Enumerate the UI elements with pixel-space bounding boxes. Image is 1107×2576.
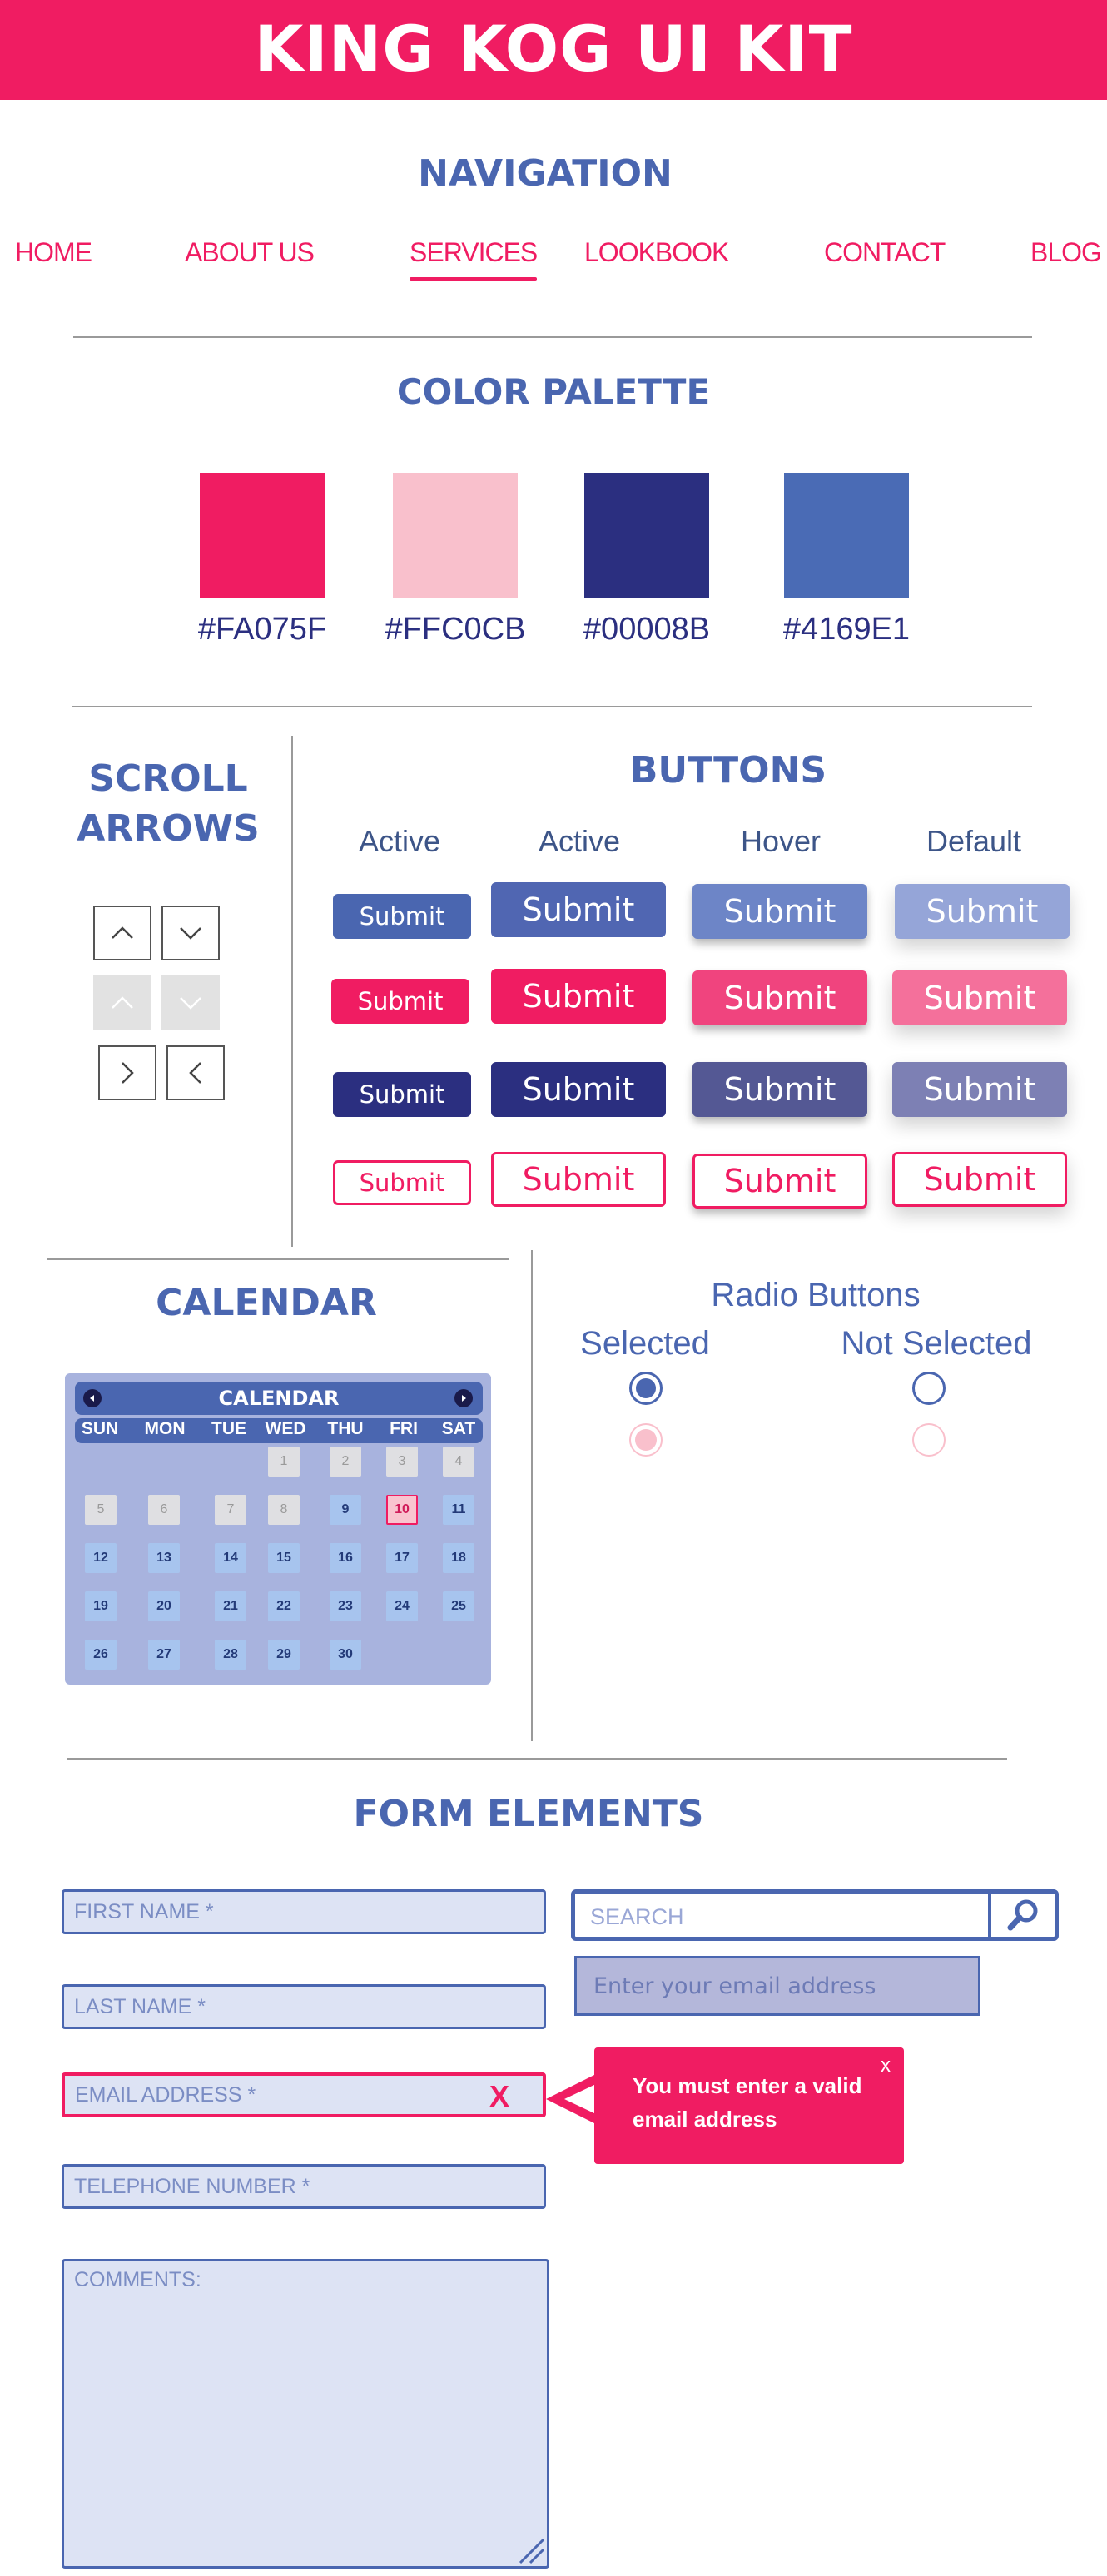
search-icon — [1004, 1896, 1042, 1934]
calendar-day[interactable]: 22 — [268, 1591, 300, 1621]
submit-button-outline-default[interactable]: Submit — [892, 1152, 1067, 1207]
nav-blog[interactable] — [1030, 237, 1101, 268]
tooltip-pointer-icon — [544, 2067, 596, 2131]
calendar-day: 1 — [268, 1447, 300, 1477]
scroll-arrows-heading-line2: ARROWS — [77, 807, 260, 850]
calendar-day: 6 — [148, 1495, 180, 1525]
nav-lookbook[interactable] — [584, 237, 728, 268]
nav-blog-label: BLOG — [1030, 237, 1101, 267]
buttons-heading: BUTTONS — [629, 749, 827, 792]
column-head-default: Default — [926, 824, 1022, 858]
submit-button-outline-hover[interactable]: Submit — [692, 1154, 867, 1209]
calendar-heading: CALENDAR — [156, 1282, 377, 1324]
submit-button-default[interactable]: Submit — [892, 970, 1067, 1025]
swatch-pink — [200, 473, 325, 598]
scroll-right-arrow[interactable] — [98, 1045, 156, 1100]
scroll-down-arrow[interactable] — [161, 906, 220, 960]
radio-unselected-pink[interactable] — [912, 1423, 946, 1457]
triangle-left-icon — [88, 1394, 97, 1402]
calendar-day[interactable]: 24 — [386, 1591, 418, 1621]
calendar-day[interactable]: 26 — [85, 1640, 117, 1670]
submit-button-outline[interactable]: Submit — [491, 1152, 666, 1207]
calendar-day[interactable]: 19 — [85, 1591, 117, 1621]
radio-selected-blue[interactable] — [629, 1372, 663, 1405]
last-name-field[interactable] — [62, 1984, 546, 2029]
submit-button[interactable]: Submit — [491, 1062, 666, 1117]
vertical-divider — [531, 1250, 533, 1741]
divider — [73, 336, 1032, 338]
chevron-left-icon — [179, 1056, 212, 1089]
telephone-field[interactable] — [62, 2164, 546, 2209]
nav-home[interactable] — [15, 237, 92, 268]
submit-button-default[interactable]: Submit — [892, 1062, 1067, 1117]
navigation-heading: NAVIGATION — [418, 152, 673, 195]
resize-handle-icon[interactable] — [515, 2534, 545, 2564]
search-box — [571, 1889, 1059, 1941]
calendar-day[interactable]: 13 — [148, 1543, 180, 1573]
tooltip-close-icon[interactable]: x — [881, 2054, 891, 2077]
comments-textarea[interactable] — [62, 2259, 549, 2569]
first-name-field[interactable] — [62, 1889, 546, 1934]
weekday-label: THU — [327, 1419, 364, 1438]
color-palette-heading: COLOR PALETTE — [396, 371, 711, 412]
email-error-tooltip — [594, 2047, 904, 2164]
column-head-hover: Hover — [740, 824, 822, 858]
column-head-active: Active — [538, 824, 621, 858]
nav-home-label: HOME — [15, 237, 92, 267]
submit-button-hover[interactable]: Submit — [692, 970, 867, 1025]
form-elements-heading: FORM ELEMENTS — [353, 1793, 704, 1835]
weekday-label: MON — [144, 1419, 186, 1438]
hex-label-royal-blue: #4169E1 — [782, 612, 911, 647]
divider — [67, 1758, 1007, 1760]
hex-label-pink: #FA075F — [197, 612, 327, 647]
calendar-day[interactable]: 15 — [268, 1543, 300, 1573]
comments-placeholder: COMMENTS: — [74, 2268, 201, 2291]
submit-button-hover[interactable]: Submit — [692, 884, 867, 939]
header-bar — [0, 0, 1107, 100]
chevron-up-icon — [106, 986, 139, 1020]
chevron-down-icon — [174, 986, 207, 1020]
calendar-day[interactable]: 28 — [215, 1640, 246, 1670]
calendar-day[interactable]: 16 — [330, 1543, 361, 1573]
error-message-line2: email address — [633, 2107, 777, 2132]
calendar-next-button[interactable] — [454, 1389, 473, 1407]
divider — [72, 706, 1032, 707]
radio-buttons-heading: Radio Buttons — [711, 1277, 921, 1313]
radio-dot — [635, 1429, 657, 1451]
weekday-label: SAT — [441, 1419, 476, 1438]
weekday-label: FRI — [390, 1419, 418, 1438]
error-x-icon: X — [489, 2079, 510, 2113]
email-signup-input[interactable]: Enter your email address — [574, 1956, 980, 2016]
calendar-day: 5 — [85, 1495, 117, 1525]
radio-dot — [636, 1378, 656, 1398]
calendar-prev-button[interactable] — [83, 1389, 102, 1407]
weekday-label: SUN — [81, 1419, 119, 1438]
swatch-royal-blue — [784, 473, 909, 598]
swatch-light-pink — [393, 473, 518, 598]
chevron-down-icon — [174, 916, 207, 950]
submit-button-default[interactable]: Submit — [895, 884, 1070, 939]
nav-about-us-label: ABOUT US — [185, 237, 314, 267]
nav-about-us[interactable] — [185, 237, 314, 268]
submit-button[interactable]: Submit — [331, 979, 469, 1024]
scroll-arrows-heading-line1: SCROLL — [88, 757, 248, 800]
calendar-day[interactable]: 18 — [443, 1543, 474, 1573]
calendar-day[interactable]: 21 — [215, 1591, 246, 1621]
swatch-navy — [584, 473, 709, 598]
calendar-day: 3 — [386, 1447, 418, 1477]
calendar-day: 4 — [443, 1447, 474, 1477]
nav-contact[interactable] — [824, 237, 945, 268]
hex-label-navy: #00008B — [583, 612, 711, 647]
submit-button-outline[interactable]: Submit — [333, 1160, 471, 1205]
calendar-day[interactable]: 30 — [330, 1640, 361, 1670]
email-placeholder: EMAIL ADDRESS * — [75, 2082, 256, 2107]
weekday-label: WED — [265, 1419, 306, 1438]
last-name-placeholder: LAST NAME * — [74, 1994, 206, 2018]
nav-active-underline — [410, 277, 537, 281]
calendar-day[interactable]: 27 — [148, 1640, 180, 1670]
calendar-day: 7 — [215, 1495, 246, 1525]
nav-services[interactable] — [410, 237, 537, 268]
error-message-line1: You must enter a valid — [633, 2073, 862, 2098]
nav-lookbook-label: LOOKBOOK — [584, 237, 729, 267]
telephone-placeholder: TELEPHONE NUMBER * — [74, 2174, 310, 2198]
calendar-day[interactable]: 9 — [330, 1495, 361, 1525]
scroll-up-arrow[interactable] — [93, 906, 151, 960]
scroll-left-arrow[interactable] — [166, 1045, 225, 1100]
calendar-day[interactable]: 20 — [148, 1591, 180, 1621]
calendar-header: CALENDAR — [75, 1382, 483, 1415]
submit-button[interactable]: Submit — [333, 894, 471, 939]
scroll-arrows-heading — [60, 754, 276, 854]
radio-unselected-blue[interactable] — [912, 1372, 946, 1405]
vertical-divider — [291, 736, 293, 1247]
calendar-day[interactable]: 11 — [443, 1495, 474, 1525]
calendar-day[interactable]: 23 — [330, 1591, 361, 1621]
calendar-day[interactable]: 29 — [268, 1640, 300, 1670]
scroll-up-arrow-disabled — [93, 975, 151, 1030]
nav-services-label: SERVICES — [410, 237, 538, 267]
submit-button[interactable]: Submit — [491, 882, 666, 937]
calendar-day[interactable]: 25 — [443, 1591, 474, 1621]
submit-button[interactable]: Submit — [491, 969, 666, 1024]
first-name-placeholder: FIRST NAME * — [74, 1899, 214, 1923]
search-input[interactable]: SEARCH — [590, 1904, 684, 1929]
submit-button-hover[interactable]: Submit — [692, 1062, 867, 1117]
calendar-day: 8 — [268, 1495, 300, 1525]
radio-not-selected-label: Not Selected — [841, 1325, 1032, 1362]
nav-contact-label: CONTACT — [824, 237, 946, 267]
calendar-day-selected[interactable]: 10 — [386, 1495, 418, 1525]
submit-button[interactable]: Submit — [333, 1072, 471, 1117]
chevron-right-icon — [111, 1056, 144, 1089]
page-title: KING KOG UI KIT — [254, 12, 853, 86]
weekday-label: TUE — [211, 1419, 246, 1438]
calendar-day: 2 — [330, 1447, 361, 1477]
radio-selected-pink[interactable] — [629, 1423, 663, 1457]
triangle-right-icon — [459, 1394, 468, 1402]
search-button[interactable] — [991, 1894, 1055, 1937]
chevron-up-icon — [106, 916, 139, 950]
radio-selected-label: Selected — [580, 1325, 710, 1362]
hex-label-light-pink: #FFC0CB — [385, 612, 526, 647]
calendar-day[interactable]: 17 — [386, 1543, 418, 1573]
calendar-day[interactable]: 14 — [215, 1543, 246, 1573]
divider — [47, 1258, 509, 1260]
column-head-active: Active — [358, 824, 441, 858]
scroll-down-arrow-disabled — [161, 975, 220, 1030]
email-field-error[interactable] — [62, 2072, 546, 2117]
calendar-day[interactable]: 12 — [85, 1543, 117, 1573]
